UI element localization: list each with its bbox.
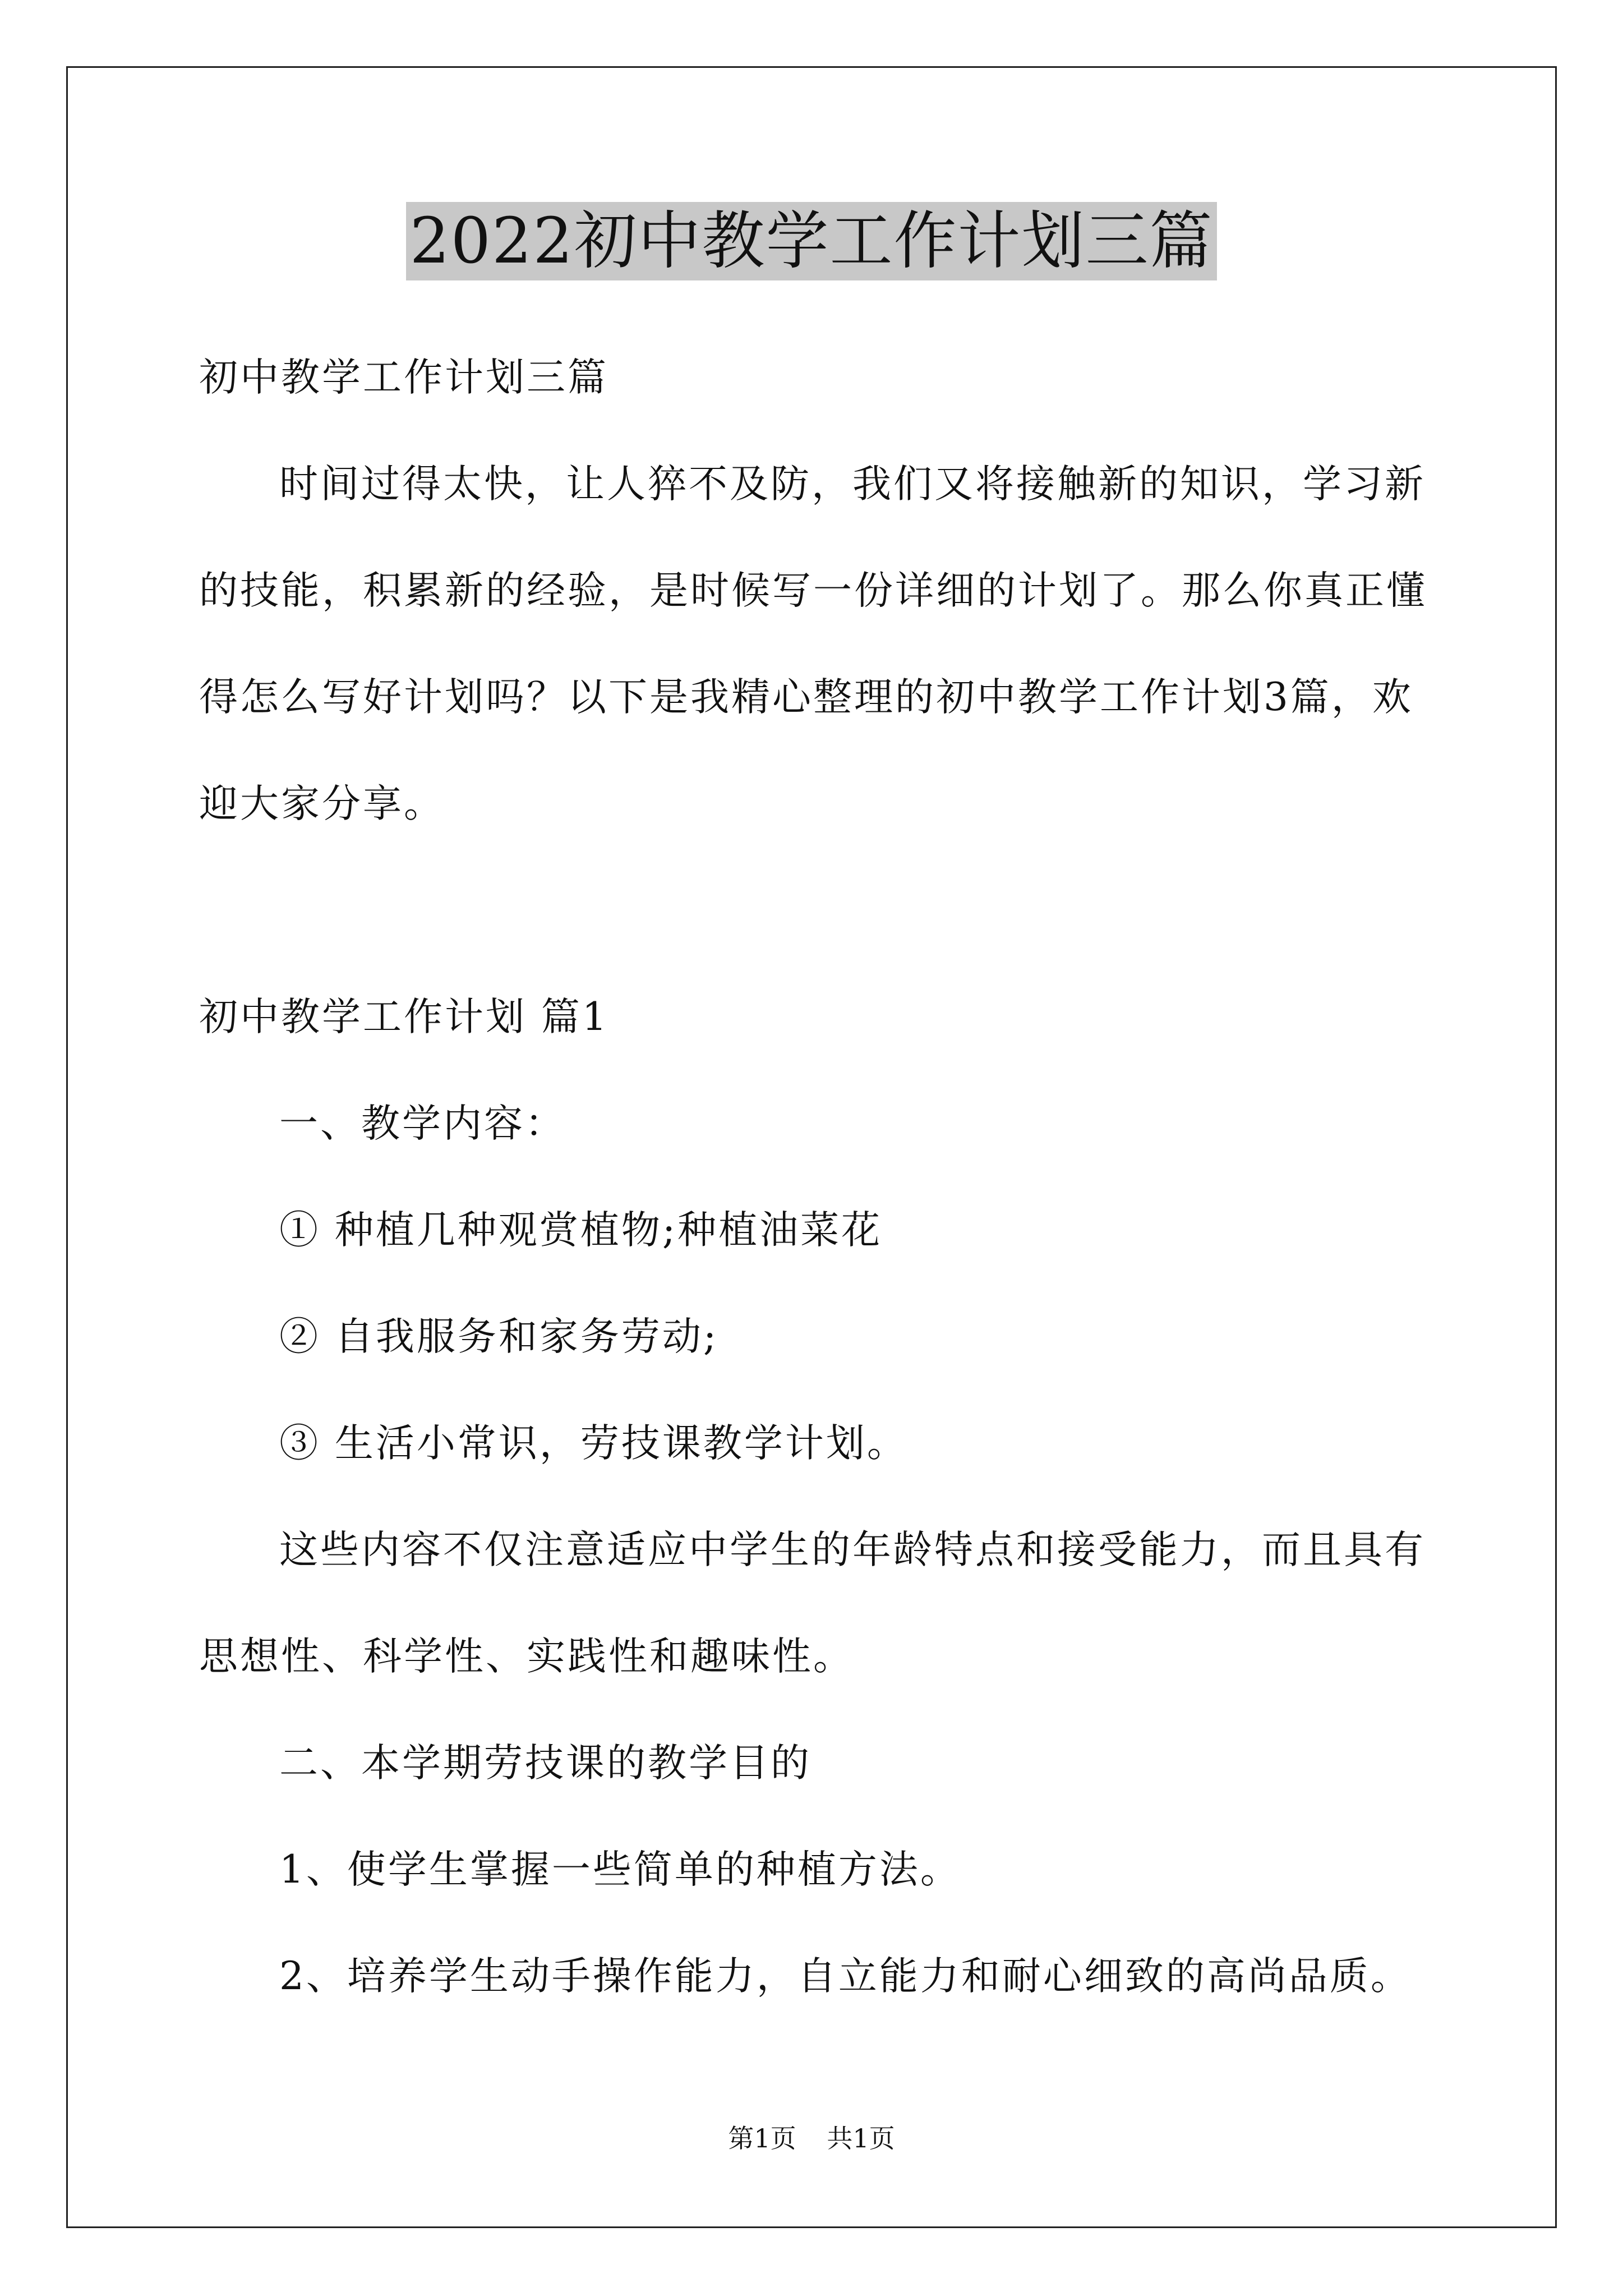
intro-line-1: 时间过得太快，让人猝不及防，我们又将接触新的知识，学习新 [279, 462, 1426, 507]
page-footer [0, 2122, 1623, 2155]
title-container [0, 202, 1623, 280]
goals-heading: 二、本学期劳技课的教学目的 [279, 1741, 811, 1786]
paragraph-line-1: 这些内容不仅注意适应中学生的年龄特点和接受能力，而且具有 [279, 1527, 1426, 1572]
subtitle: 初中教学工作计划三篇 [199, 355, 608, 400]
intro-line-4: 迎大家分享。 [199, 781, 445, 826]
page-number-current: 第1页 [728, 2123, 796, 2154]
list-item: ① 种植几种观赏植物;种植油菜花 [279, 1208, 883, 1253]
list-item: ③ 生活小常识，劳技课教学计划。 [279, 1421, 908, 1466]
document-title: 2022初中教学工作计划三篇 [406, 202, 1216, 280]
list-item: ② 自我服务和家务劳动; [279, 1314, 719, 1359]
page-number-total: 共1页 [827, 2123, 895, 2154]
section-heading: 初中教学工作计划 篇1 [199, 995, 609, 1039]
goal-item: 1、使学生掌握一些简单的种植方法。 [279, 1847, 961, 1892]
paragraph-line-2: 思想性、科学性、实践性和趣味性。 [199, 1634, 854, 1679]
intro-line-2: 的技能，积累新的经验，是时候写一份详细的计划了。那么你真正懂 [199, 568, 1427, 613]
intro-line-3: 得怎么写好计划吗？以下是我精心整理的初中教学工作计划3篇，欢 [199, 675, 1413, 720]
list-item: 一、教学内容： [279, 1101, 566, 1146]
goal-item: 2、培养学生动手操作能力，自立能力和耐心细致的高尚品质。 [279, 1954, 1412, 1999]
